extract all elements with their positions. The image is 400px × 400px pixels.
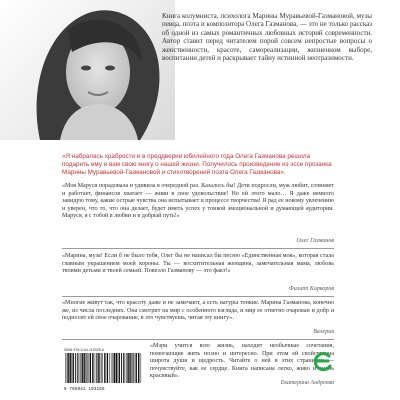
barcode-bar [133,353,134,383]
barcode-bar [83,353,84,383]
barcode-bar [118,353,119,383]
barcode-bar [131,353,132,383]
barcode-bar [119,353,120,383]
barcode-bar [121,353,122,383]
book-description: Книга колумниста, психолога Марины Муравьевой-Газмановой, музы певца, поэта и композитора Олега Газманова, — это не только рассказ об одной из самых романтичных любовных историй современности. Автор ставит перед читателем порой совсем непростые вопросы о женственности, красоте, самореализации, жизненном выборе, воспитании детей и раскрывает тайну истинной неотразимости. [162,12,372,63]
barcode-bar [67,353,68,383]
barcode-bar [141,353,142,383]
barcode-digits: 9 785041 193256 [64,388,105,392]
barcode-bar [79,353,80,383]
review-andreeva-author: Екатерина Андреева [280,380,334,386]
barcode-bar [136,353,137,383]
barcode-icon [64,353,142,383]
isbn-label: ISBN 978-5-04-119325-6 [64,348,104,352]
barcode-bar [138,353,139,383]
author-photo [0,0,175,140]
review-oleg-text: «Моя Маруся порадовала и удивила в очередной раз. Казалось бы! Дети подросли, муж любит, сочиняет и работает, финансов хватает — живи в свое удовольствие! Но ей этого мало… Я даже немного завидую тому, какие острые чувства она испытывает в процессе творчества! Я рад ее новому увлечению и уверен, что то, что она делает, будет иметь успех у тонкой эмоциональной и думающей аудитории. Маруся, я с тобой в любви и в добрый путь!» [62,183,334,220]
barcode-bar [82,353,83,383]
author-portrait-image [0,0,175,140]
barcode-bar [103,353,104,383]
divider [62,296,334,297]
barcode-block [64,348,142,392]
barcode-bar [111,353,112,383]
barcode-bar [107,353,108,383]
barcode-bar [126,353,127,383]
review-kirkorov-author: Филипп Киркоров [288,286,334,292]
author-quote: «Я набралась храбрости и в преддверии юбилейного года Олега Газманова решила подарить ему и вам свою книгу о нашей жизни. Получилось произведение из эссе прозаика Марины Муравьевой-Газмановой и стихотворений поэта Олега Газманова». [62,153,332,176]
barcode-bar [88,353,89,383]
barcode-bar [95,353,96,383]
barcode-bar [109,353,110,383]
barcode-bar [72,353,73,383]
divider [62,248,334,249]
review-andreeva-text: «Мэри учится всю жизнь, находит необычные сочетания, помогающие жить позно и интересно. При этом ей свойственна широта души и щедрость. Читайте о ней в этих страницах — почувствуйте, как ее сердце. Книга написана легко, живо и очень красивый». [150,343,334,380]
barcode-bar [90,353,91,383]
publisher-logo-icon [312,350,334,372]
barcode-bar [96,353,97,383]
review-valeria-text: «Многие живут так, что красоту даже и не замечают, а есть натуры тонкие. Марина Газманова, конечно же, из числа последних. Она смотрит на мир с особенного взгляда, и мир ее ответно очарован и добр и подносит ей свое очарование, в это чувствуешь, читая эту книгу». [62,300,334,322]
barcode-bar [70,353,71,383]
barcode-bar [116,353,117,383]
barcode-bar [114,353,115,383]
barcode-bar [73,353,74,383]
review-kirkorov-text: «Марина, муза! Если б не было тебя, Олег бы не написал бы песню «Единственная моя», которая стала главным украшением моей короны. Ты — восхитительная женщина, замечательная мама, любовь твоими детьми и твоей семьей. Повезло Газманову — это факт!» [62,253,334,275]
barcode-bar [98,353,99,383]
barcode-bar [77,353,78,383]
barcode-bar [65,353,66,383]
review-valeria-author: Валерия [313,329,334,335]
divider [62,339,334,340]
barcode-bar [99,353,100,383]
barcode-bar [86,353,87,383]
barcode-bar [113,353,114,383]
barcode-bar [127,353,128,383]
barcode-bar [104,353,105,383]
barcode-bar [68,353,69,383]
review-oleg-author: Олег Газманов [296,238,334,244]
barcode-bar [125,353,126,383]
barcode-bar [101,353,102,383]
barcode-bar [75,353,76,383]
barcode-bar [92,353,93,383]
barcode-bar [129,353,130,383]
barcode-bar [132,353,133,383]
barcode-bar [123,353,124,383]
barcode-bar [85,353,86,383]
barcode-bar [80,353,81,383]
